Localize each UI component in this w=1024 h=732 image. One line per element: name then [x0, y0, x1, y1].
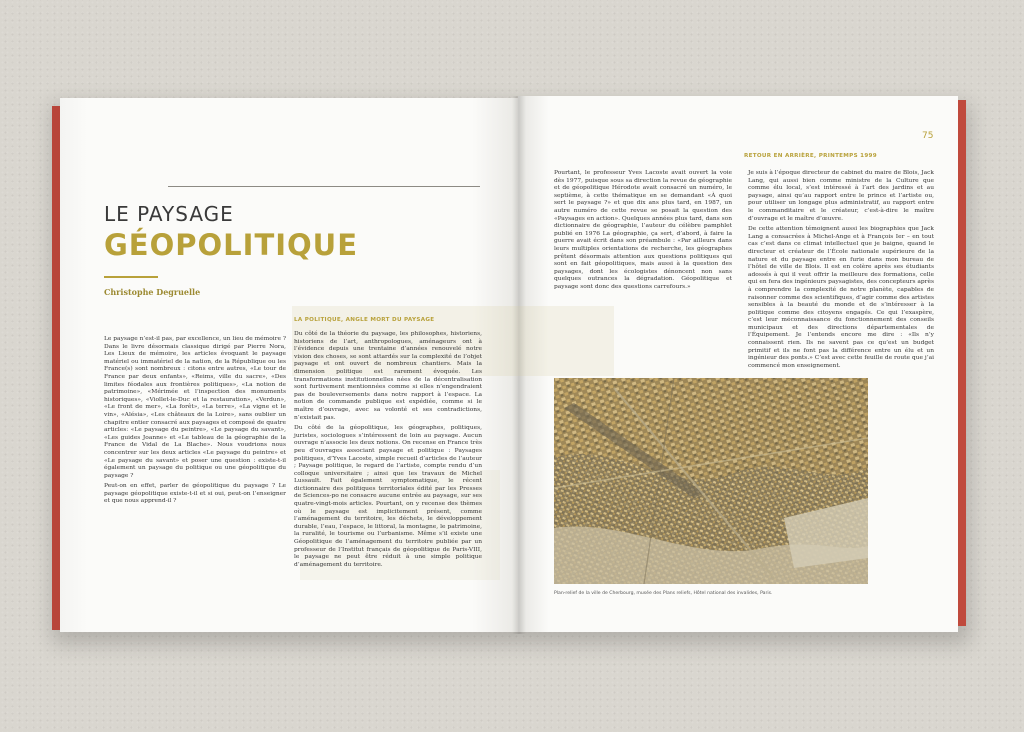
photo-caption: Plan-relief de la ville de Cherbourg, musée des Plans reliefs, Hôtel national des invalides, Paris.	[554, 591, 773, 596]
paragraph: Peut-on en effet, parler de géopolitique du paysage ? Le paysage géopolitique existe-t-il et si oui, peut-on l’enseigner et que nous apprend-il ?	[104, 483, 286, 505]
paragraph: Du côté de la théorie du paysage, les philosophes, historiens, historiens de l’art, anthropologues, aménageurs ont à l’évidence depuis une trentaine d’années renouvelé notre vision des choses, se sont attardés sur la complexité de l’objet paysage et ont ouvert de nombreux chantiers. Mais la dimension politique est rarement évoquée. Les transformations institutionnelles nées de la décentralisation sont furtivement mentionnées comme si elles n’engendraient pas de bouleversements dans notre rapport à l’espace. La notion de commande publique est expédiée, comme si le maître d’ouvrage, avec sa volonté et ses contradictions, n’existait pas.	[294, 331, 482, 421]
body-column-4	[748, 170, 934, 373]
body-column-1	[104, 336, 286, 509]
paragraph: Je suis à l’époque directeur de cabinet du maire de Blois, Jack Lang, qui aussi bien comme ministre de la Culture que comme élu local, s’est intéressé à l’art des jardins et au paysage, ainsi qu’au rapport entre le prince et l’artiste ou, pour utiliser un longage plus administratif, au rapport entre le commanditaire et le créateur, c’est-à-dire le maître d’ouvrage et le maître d’œuvre.	[748, 170, 934, 222]
article-title-line2: GÉOPOLITIQUE	[104, 228, 359, 262]
body-column-3	[554, 170, 732, 295]
title-underline	[104, 276, 158, 278]
body-column-2	[294, 331, 482, 572]
relief-map-illustration	[554, 378, 868, 584]
author-name: Christophe Degruelle	[104, 287, 201, 297]
running-head: RETOUR EN ARRIÈRE, PRINTEMPS 1999	[744, 153, 877, 159]
article-title-line1: LE PAYSAGE	[104, 202, 234, 226]
paragraph: Pourtant, le professeur Yves Lacoste avait ouvert la voie dès 1977, puisque sous sa direction la revue de géographie et de géopolitique Hérodote avait consacré un numéro, le septième, à cette thématique en se demandant «À quoi sert le paysage ?» et que dix ans plus tard, en 1987, un autre numéro de cette revue se posait la question des «Paysages en action». Quelques années plus tard, dans son dictionnaire de géographie, l’auteur du célèbre pamphlet publié en 1976 La géographie, ça sert, d’abord, à faire la guerre avait écrit dans son préambule : «Par ailleurs dans leurs multiples orientations de recherche, les géographes prêtent désormais attention aux questions politiques qui sont en fait géopolitiques, mais aussi à la question des paysages, dont les écologistes dénoncent non sans quelques outrances la dégradation. Géopolitique et paysage sont donc des questions carrefours.»	[554, 170, 732, 290]
paragraph: De cette attention témoignent aussi les biographies que Jack Lang a consacrées à Michel-Ange et à François Ier – en tout cas c’est dans ce climat intellectuel que je baigne, quand le directeur et créateur de l’École nationale supérieure de la nature et du paysage entre en furie dans mon bureau de l’hôtel de ville de Blois. Il est en colère après ses étudiants adossés à qui il veut offrir la meilleure des formations, celle qui en fera des ingénieurs paysagistes, des concepteurs après à comprendre la complexité de notre planète, capables de raisonner comme des scientifiques, d’agir comme des artistes sensibles à la beauté du monde et de s’intéresser à la politique comme des citoyens engagés. Ce qui l’exaspère, c’est leur méconnaissance du fonctionnement des conseils municipaux et des directions départementales de l’Équipement. Je l’entends encore me dire : «Ils n’y connaissent rien. Ils ne savent pas ce qu’est un budget primitif et ils ne font pas la différence entre un élu et un ingénieur des ponts.» C’est avec cette feuille de route que j’ai commencé mon enseignement.	[748, 226, 934, 369]
top-rule	[168, 186, 480, 187]
paragraph: Du côté de la géopolitique, les géographes, politiques, juristes, sociologues s’intéressent de loin au paysage. Aucun ouvrage n’associe les deux notions. On recense en France très peu d’ouvrages associant paysage et politique : Paysages politiques, d’Yves Lacoste, simple recueil d’articles de l’auteur ; Paysage politique, le regard de l’artiste, compte rendu d’un colloque universitaire ; ainsi que les travaux de Michel Lussault. Fait également symptomatique, le récent dictionnaire des politiques territoriales édité par les Presses de Sciences-po ne consacre aucune entrée au paysage, sur ses quatre-vingt-mois articles. Pourtant, on y recense des thèmes où le paysage est implicitement présent, comme l’aménagement du territoire, les déchets, le développement durable, l’eau, l’espace, le littoral, la montagne, le patrimoine, la ruralité, le tourisme ou l’urbanisme. Même s’il existe une Géopolitique de l’aménagement du territoire publiée par un professeur de l’Institut français de géopolitique de Paris-VIII, le paysage ne peut être réduit à une simple politique d’aménagement du territoire.	[294, 425, 482, 568]
paragraph: Le paysage n’est-il pas, par excellence, un lieu de mémoire ? Dans le livre désormais classique dirigé par Pierre Nora, Les Lieux de mémoire, les articles évoquant le paysage matériel ou immatériel de la nation, de la République ou les France(s) sont nombreux : citons entre autres, «Le tour de France par deux enfants», «Reims, ville du sacre», «Des limites féodales aux frontières politiques», «La notion de patrimoine», «Mérimée et l’inspection des monuments historiques», «Viollet-le-Duc et la restauration», «Verdun», «Le front de mer», «La forêt», «La terre», «La vigne et le vin», «Alésia», «Les châteaux de la Loire», sans oublier un chapitre entier consacré aux paysages et composé de quatre articles: «Le paysage du peintre», «Le paysage du savant», «Les guides Joanne» et «Le tableau de la géographie de la France de Vidal de La Blache». Nous voudrions nous concentrer sur les deux articles «Le paysage du peintre» et «Le paysage du savant» et poser une question : existe-t-il également un paysage du politique ou une géopolitique du paysage ?	[104, 336, 286, 479]
relief-map-photo	[554, 378, 868, 584]
section-heading: LA POLITIQUE, ANGLE MORT DU PAYSAGE	[294, 317, 435, 323]
page-number: 75	[922, 131, 934, 141]
